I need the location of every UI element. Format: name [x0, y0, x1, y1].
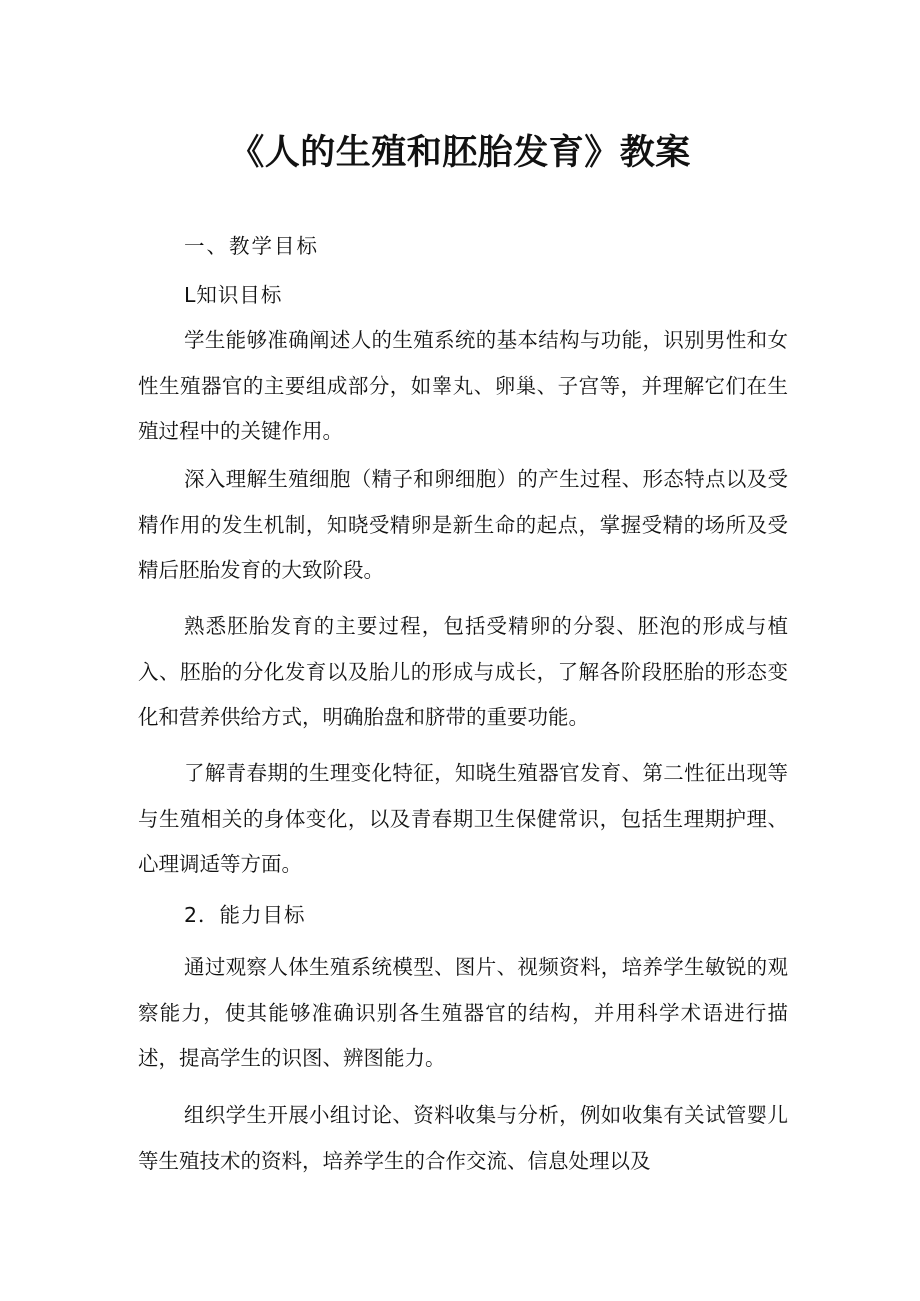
paragraph-observation-ability: 通过观察人体生殖系统模型、图片、视频资料，培养学生敏锐的观察能力，使其能够准确识别各生殖器官的结构，并用科学术语进行描述，提高学生的识图、辨图能力。: [138, 955, 788, 1070]
section-heading-teaching-objectives: 一、教学目标: [184, 234, 319, 258]
paragraph-group-discussion: 组织学生开展小组讨论、资料收集与分析，例如收集有关试管婴儿等生殖技术的资料，培养学生的合作交流、信息处理以及: [138, 1103, 788, 1173]
subheading-knowledge-goal: L知识目标: [184, 283, 283, 307]
paragraph-embryo-development: 熟悉胚胎发育的主要过程，包括受精卵的分裂、胚泡的形成与植入、胚胎的分化发育以及胎儿的形成与成长，了解各阶段胚胎的形态变化和营养供给方式，明确胎盘和脐带的重要功能。: [138, 614, 788, 729]
subheading-ability-goal: 2．能力目标: [184, 903, 306, 927]
paragraph-puberty: 了解青春期的生理变化特征，知晓生殖器官发育、第二性征出现等与生殖相关的身体变化，以及青春期卫生保健常识，包括生理期护理、心理调适等方面。: [138, 761, 788, 876]
paragraph-reproductive-system: 学生能够准确阐述人的生殖系统的基本结构与功能，识别男性和女性生殖器官的主要组成部分，如睾丸、卵巢、子宫等，并理解它们在生殖过程中的关键作用。: [138, 328, 788, 443]
paragraph-germ-cells: 深入理解生殖细胞（精子和卵细胞）的产生过程、形态特点以及受精作用的发生机制，知晓受精卵是新生命的起点，掌握受精的场所及受精后胚胎发育的大致阶段。: [138, 467, 788, 582]
document-title: 《人的生殖和胚胎发育》教案: [229, 133, 691, 173]
